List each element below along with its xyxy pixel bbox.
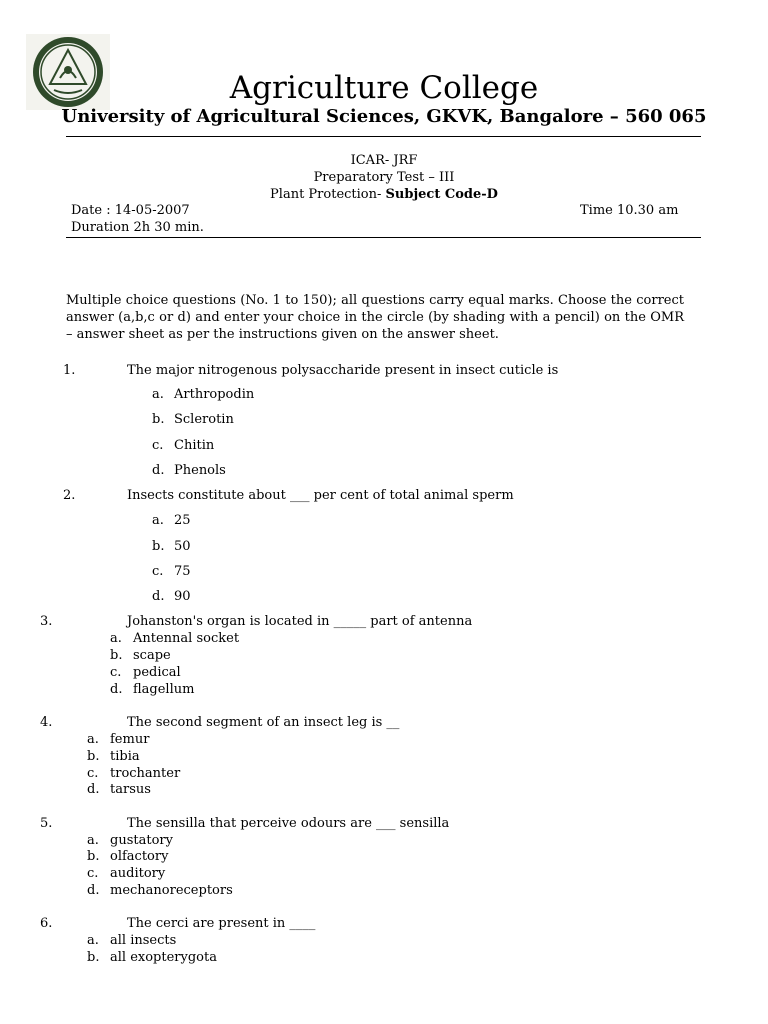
- option-label: b.: [87, 749, 100, 764]
- question-number: 5.: [40, 816, 53, 831]
- subject-code: Subject Code-D: [385, 187, 498, 202]
- option-text: femur: [110, 732, 150, 747]
- option-label: d.: [152, 463, 165, 478]
- instructions: Multiple choice questions (No. 1 to 150); all questions carry equal marks. Choose the correct answer (a,b,c or d) and enter your choice in the circle (by shading with a pencil) on the OMR – answer sheet as per the instructions given on the answer sheet.: [66, 293, 684, 342]
- option-label: b.: [87, 849, 100, 864]
- university-name: University of Agricultural Sciences, GKVK, Bangalore – 560 065: [61, 106, 707, 127]
- option-label: b.: [87, 950, 100, 965]
- option-label: b.: [152, 539, 165, 554]
- option-text: mechanoreceptors: [110, 883, 233, 898]
- option-label: d.: [110, 682, 123, 697]
- question-text: The sensilla that perceive odours are ___ sensilla: [127, 816, 450, 831]
- option-text: Arthropodin: [174, 387, 255, 402]
- option-label: d.: [87, 782, 100, 797]
- college-title: Agriculture College: [229, 70, 539, 106]
- option-label: b.: [110, 648, 123, 663]
- question-number: 4.: [40, 715, 53, 730]
- exam-date: Date : 14-05-2007: [71, 203, 190, 218]
- exam-duration: Duration 2h 30 min.: [71, 220, 204, 235]
- option-text: Phenols: [174, 463, 226, 478]
- question-text: Insects constitute about ___ per cent of total animal sperm: [127, 488, 514, 503]
- option-label: c.: [152, 564, 164, 579]
- question-text: Johanston's organ is located in _____ part of antenna: [127, 614, 473, 629]
- question-text: The cerci are present in ____: [127, 916, 316, 931]
- question-text: The second segment of an insect leg is __: [127, 715, 400, 730]
- exam-name: ICAR- JRF: [350, 153, 418, 168]
- header-divider: [66, 136, 701, 137]
- option-label: d.: [87, 883, 100, 898]
- option-text: all exopterygota: [110, 950, 217, 965]
- exam-time: Time 10.30 am: [580, 203, 679, 218]
- option-text: auditory: [110, 866, 166, 881]
- option-text: 50: [174, 539, 191, 554]
- option-label: a.: [152, 513, 164, 528]
- option-text: 25: [174, 513, 191, 528]
- test-name: Preparatory Test – III: [313, 170, 455, 185]
- option-text: Sclerotin: [174, 412, 234, 427]
- question-number: 6.: [40, 916, 53, 931]
- option-text: gustatory: [110, 833, 173, 848]
- option-text: pedical: [133, 665, 181, 680]
- option-text: scape: [133, 648, 171, 663]
- subject-line: [0, 187, 768, 202]
- option-text: 75: [174, 564, 191, 579]
- option-label: a.: [87, 933, 99, 948]
- option-text: tarsus: [110, 782, 151, 797]
- option-text: all insects: [110, 933, 177, 948]
- option-label: a.: [110, 631, 122, 646]
- option-label: d.: [152, 589, 165, 604]
- option-label: b.: [152, 412, 165, 427]
- option-label: a.: [87, 732, 99, 747]
- subject-prefix: Plant Protection-: [270, 187, 386, 202]
- question-number: 3.: [40, 614, 53, 629]
- question-text: The major nitrogenous polysaccharide present in insect cuticle is: [127, 363, 559, 378]
- option-text: trochanter: [110, 766, 181, 781]
- option-label: a.: [152, 387, 164, 402]
- option-text: tibia: [110, 749, 140, 764]
- option-text: olfactory: [110, 849, 169, 864]
- info-divider: [66, 237, 701, 238]
- option-text: Antennal socket: [133, 631, 240, 646]
- option-label: c.: [152, 438, 164, 453]
- question-number: 1.: [63, 363, 76, 378]
- option-text: flagellum: [133, 682, 195, 697]
- option-label: c.: [87, 766, 99, 781]
- option-label: a.: [87, 833, 99, 848]
- question-number: 2.: [63, 488, 76, 503]
- option-text: 90: [174, 589, 191, 604]
- option-label: c.: [87, 866, 99, 881]
- option-label: c.: [110, 665, 122, 680]
- option-text: Chitin: [174, 438, 215, 453]
